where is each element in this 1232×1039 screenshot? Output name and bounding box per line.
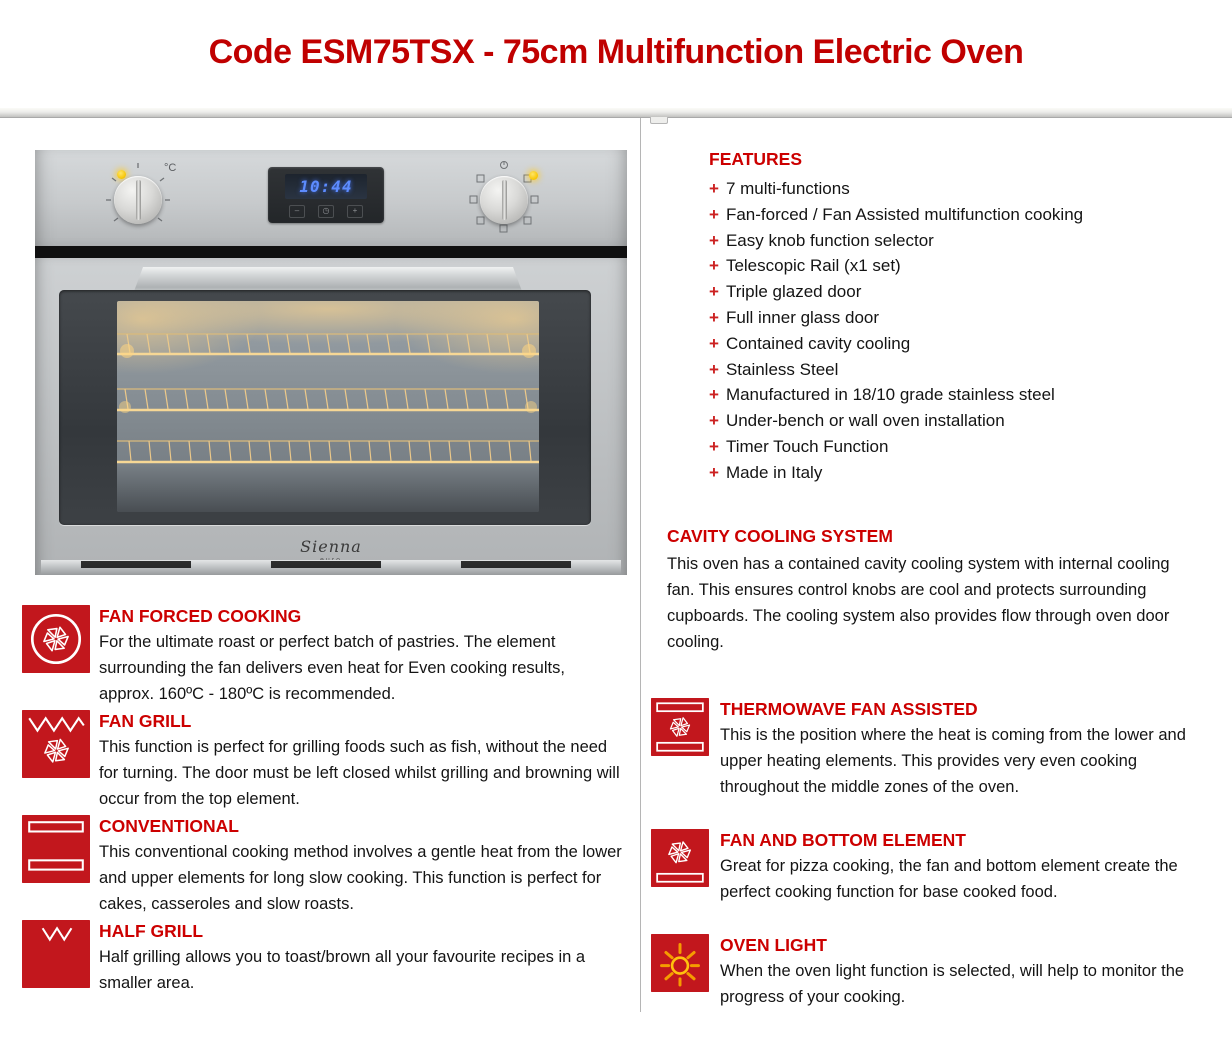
fan-forced-cooking-icon [22,605,90,673]
feature-item: + Telescopic Rail (x1 set) [709,256,901,276]
oven-glass [117,301,539,512]
plus-bullet-icon: + [709,411,719,431]
cavity-cooling-heading: CAVITY COOLING SYSTEM [667,525,893,546]
feature-item: + 7 multi-functions [709,179,850,198]
temperature-indicator-light [117,170,126,179]
function-heading: HALF GRILL [99,921,204,941]
fan-and-bottom-element-icon [651,829,709,887]
header-divider-bar [0,108,1232,118]
temperature-knob-label: °C [164,162,177,174]
function-heading: FAN FORCED COOKING [99,606,302,626]
feature-item: + Easy knob function selector [709,230,934,250]
feature-item: + Stainless Steel [709,359,839,379]
function-conventional [22,815,622,917]
function-heading: THERMOWAVE FAN ASSISTED [720,698,978,719]
function-fan-grill [22,710,622,812]
function-fan-and-bottom-element [651,829,1226,905]
function-description: This function is perfect for grilling foods such as fish, without the need for turning. The door must be left closed whilst grilling and browning will occur from the top element. [99,738,620,808]
plus-bullet-icon: + [709,179,719,198]
left-column [0,118,640,999]
timer-touch-button: ◷ [318,205,334,218]
oven-clock: 10:44 [285,174,367,199]
function-heading: FAN GRILL [99,711,192,731]
plus-bullet-icon: + [709,359,719,379]
feature-item: + Triple glazed door [709,282,862,302]
features-heading: FEATURES [709,149,803,169]
right-column [641,118,1232,1039]
minus-touch-button: – [289,205,305,218]
function-heading: CONVENTIONAL [99,816,239,836]
function-heading: FAN AND BOTTOM ELEMENT [720,829,966,850]
temperature-knob [114,176,162,224]
feature-item: + Made in Italy [709,462,823,482]
function-selector-knob [480,176,528,224]
function-fan-forced-cooking [22,605,622,707]
plus-bullet-icon: + [709,307,719,327]
feature-item: + Full inner glass door [709,307,880,327]
oven-black-trim [35,246,627,258]
cavity-cooling-description: This oven has a contained cavity cooling system with internal cooling fan. This ensures control knobs are cool and protects surrounding cupboards. The cooling system also provides flow through oven door cooling. [667,554,1170,651]
plus-bullet-icon: + [709,333,719,353]
function-description: For the ultimate roast or perfect batch of pastries. The element surrounding the fan delivers even heat for Even cooking results, approx. 160ºC - 180ºC is recommended. [99,633,565,703]
function-description: Great for pizza cooking, the fan and bottom element create the perfect cooking function for base cooked food. [720,856,1178,901]
plus-bullet-icon: + [709,282,719,302]
feature-item: + Timer Touch Function [709,436,889,456]
function-half-grill [22,920,622,996]
half-grill-icon [22,920,90,988]
features-section [709,149,1232,486]
function-oven-light [651,934,1226,1010]
feature-item: + Contained cavity cooling [709,333,911,353]
plus-touch-button: + [347,205,363,218]
oven-functions-list [651,698,1226,1010]
function-description: When the oven light function is selected, will help to monitor the progress of your cooking. [720,961,1185,1006]
feature-item: + Manufactured in 18/10 grade stainless steel [709,385,1055,405]
oven-product-image [35,150,627,575]
function-description: This is the position where the heat is coming from the lower and upper heating elements. This provides very even cooking throughout the middle zones of the oven. [720,725,1186,796]
function-description: This conventional cooking method involves a gentle heat from the lower and upper elements for long slow cooking. This function is perfect for cakes, casseroles and slow roasts. [99,843,622,913]
oven-door [35,258,627,575]
feature-item: + Fan-forced / Fan Assisted multifunction cooking [709,204,1084,224]
oven-bottom-trim [41,560,621,575]
plus-bullet-icon: + [709,462,719,482]
cooking-functions-list [22,605,622,996]
oven-light-icon [651,934,709,992]
features-list [709,176,1232,486]
plus-bullet-icon: + [709,436,719,456]
function-indicator-light [529,171,538,180]
function-description: Half grilling allows you to toast/brown all your favourite recipes in a smaller area. [99,948,586,992]
brand-name: Sienna [300,537,362,556]
oven-display [268,167,384,223]
plus-bullet-icon: + [709,385,719,405]
plus-bullet-icon: + [709,256,719,276]
page-title: Code ESM75TSX - 75cm Multifunction Electric Oven [208,33,1024,71]
plus-bullet-icon: + [709,230,719,250]
feature-item: + Under-bench or wall oven installation [709,411,1005,431]
function-heading: OVEN LIGHT [720,934,827,955]
function-thermowave-fan-assisted [651,698,1226,800]
fan-grill-icon [22,710,90,778]
plus-bullet-icon: + [709,204,719,224]
conventional-icon [22,815,90,883]
oven-control-panel [35,150,627,246]
thermowave-fan-assisted-icon [651,698,709,756]
cavity-cooling-section [667,526,1197,655]
oven-door-window [59,290,591,525]
